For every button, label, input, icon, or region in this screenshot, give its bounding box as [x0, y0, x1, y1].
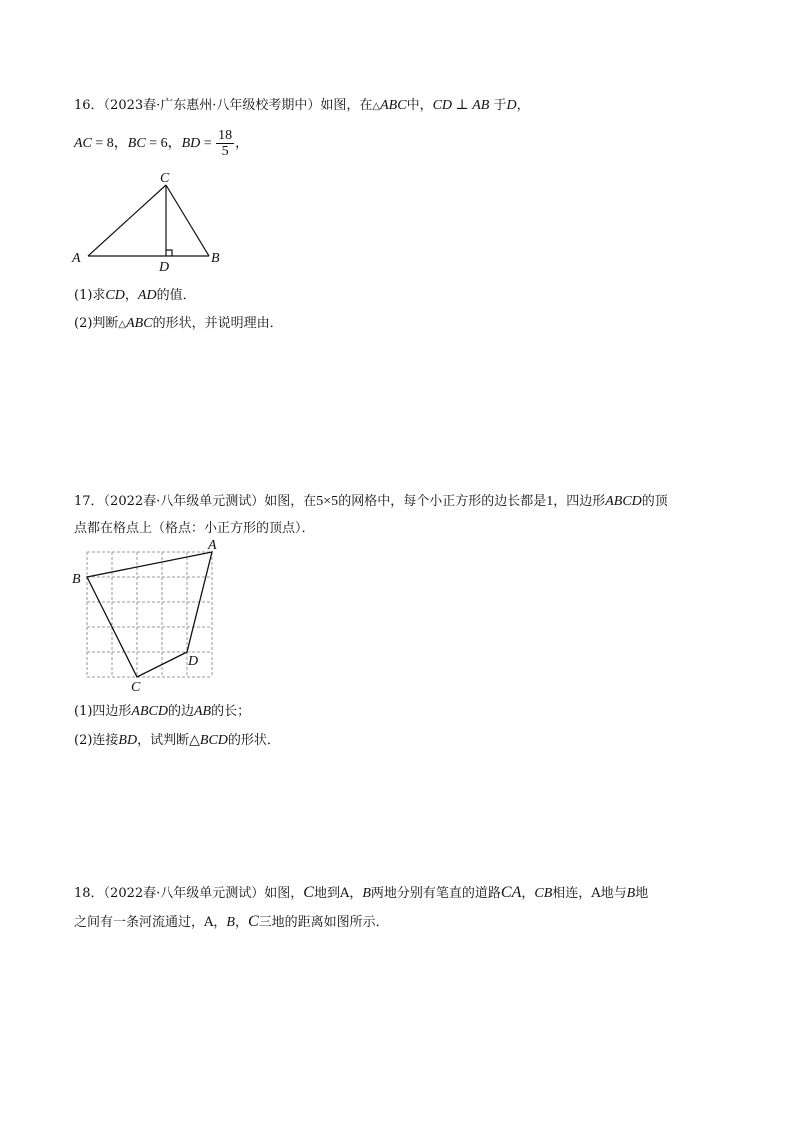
q16-ac: AC [74, 136, 92, 151]
q17-part-2 [74, 732, 280, 750]
q18-text: 相连，A地与 [552, 886, 627, 901]
q16-bc-value: = 6， [145, 136, 182, 151]
perp-symbol: ⊥ [452, 98, 473, 113]
q17-line-1 [74, 493, 668, 511]
q17-part-1 [74, 703, 250, 721]
q17-intro: 如图，在 [264, 494, 317, 509]
q16-part-1-text: 的值． [156, 288, 196, 303]
q18-text: 之间有一条河流通过，A， [74, 915, 227, 930]
q16-text: 于 [489, 98, 507, 113]
q16-number: 16． [74, 98, 104, 113]
q17-text: 的网格中，每个小正方形的边长都是 [338, 494, 547, 509]
q16-eq: = [200, 136, 216, 151]
q17-unit-length: 1 [546, 494, 554, 509]
q17-grid-size: 5×5 [316, 494, 339, 509]
q16-bc: BC [127, 136, 146, 151]
q16-side-bc [166, 185, 209, 256]
q16-part-1-text: (1)求 [74, 288, 106, 303]
q18-number: 18． [74, 886, 104, 901]
q16-cd: CD [432, 98, 453, 113]
q17-source: （2022春·八年级单元测试） [103, 494, 265, 509]
q16-part-1-cd: CD [105, 288, 125, 303]
q17-text: ，四边形 [553, 494, 606, 509]
q18-text: 三地的距离如图所示． [258, 915, 389, 930]
q17-text: 点都在格点上（格点：小正方形的顶点）． [74, 521, 315, 536]
q16-label-a: A [72, 251, 81, 266]
q17-part-1-quad: ABCD [131, 704, 168, 719]
q16-text: ， [235, 136, 249, 151]
q16-label-d: D [159, 260, 170, 275]
q16-d: D [506, 98, 517, 113]
q16-text: 中， [406, 98, 433, 113]
q16-text: ， [516, 98, 530, 113]
q18-c: C [247, 913, 259, 930]
q16-ab: AB [472, 98, 490, 113]
q18-b: B [362, 886, 371, 901]
q18-b: B [226, 915, 235, 930]
q16-part-2-triangle: ABC [126, 316, 153, 331]
q18-line-2 [74, 913, 389, 932]
q16-intro: 如图，在 [320, 98, 373, 113]
q16-part-2 [74, 315, 283, 334]
q17-number: 17． [74, 494, 104, 509]
q18-ca: CA [500, 884, 522, 901]
q17-part-1-ab: AB [194, 704, 212, 719]
q16-label-c: C [160, 171, 170, 186]
q18-text: ， [521, 886, 535, 901]
q16-part-1-ad: AD [137, 288, 157, 303]
q18-text: ， [234, 915, 248, 930]
triangle-symbol: △ [189, 733, 200, 748]
q17-part-2-text: (2)连接 [74, 733, 119, 748]
q18-intro: 如图， [264, 886, 304, 901]
q16-triangle: ABC [380, 98, 407, 113]
q18-line-1 [74, 884, 648, 903]
q16-ac-value: = 8， [91, 136, 128, 151]
q16-label-b: B [211, 251, 220, 266]
q17-part-1-text: 的边 [167, 704, 194, 719]
fraction-numerator: 18 [218, 128, 233, 143]
q16-part-1 [74, 287, 196, 305]
q16-bd: BD [181, 136, 201, 151]
q18-cb: CB [534, 886, 553, 901]
q16-text: ， [124, 288, 138, 303]
q17-label-d: D [188, 654, 199, 669]
q18-b: B [626, 886, 636, 901]
q17-quad: ABCD [605, 494, 642, 509]
fraction-denominator: 5 [221, 144, 229, 159]
q18-text: 地到A， [313, 886, 363, 901]
q17-part-1-text: 的长； [211, 704, 251, 719]
q16-source: （2023春·广东惠州·八年级校考期中） [103, 98, 321, 113]
q17-part-2-text: 的形状． [227, 733, 280, 748]
q16-side-ac [88, 185, 166, 256]
q17-part-2-bd: BD [118, 733, 138, 748]
q16-right-angle-mark [166, 250, 172, 256]
triangle-symbol: △ [118, 319, 127, 330]
q16-part-2-text: (2)判断 [74, 316, 119, 331]
triangle-symbol: △ [372, 101, 381, 112]
q18-source: （2022春·八年级单元测试） [103, 886, 265, 901]
q17-part-2-triangle: BCD [199, 733, 228, 748]
q18-text: 地 [635, 886, 649, 901]
q17-part-1-text: (1)四边形 [74, 704, 132, 719]
q16-part-2-text: 的形状，并说明理由． [152, 316, 283, 331]
q18-c: C [303, 884, 314, 901]
q17-line-2 [74, 520, 315, 538]
q17-label-c: C [131, 680, 141, 695]
q17-part-2-text: ，试判断 [137, 733, 190, 748]
q17-label-a: A [208, 538, 217, 553]
q17-text: 的顶 [641, 494, 668, 509]
q17-label-b: B [72, 572, 81, 587]
q18-text: 两地分别有笔直的道路 [370, 886, 501, 901]
